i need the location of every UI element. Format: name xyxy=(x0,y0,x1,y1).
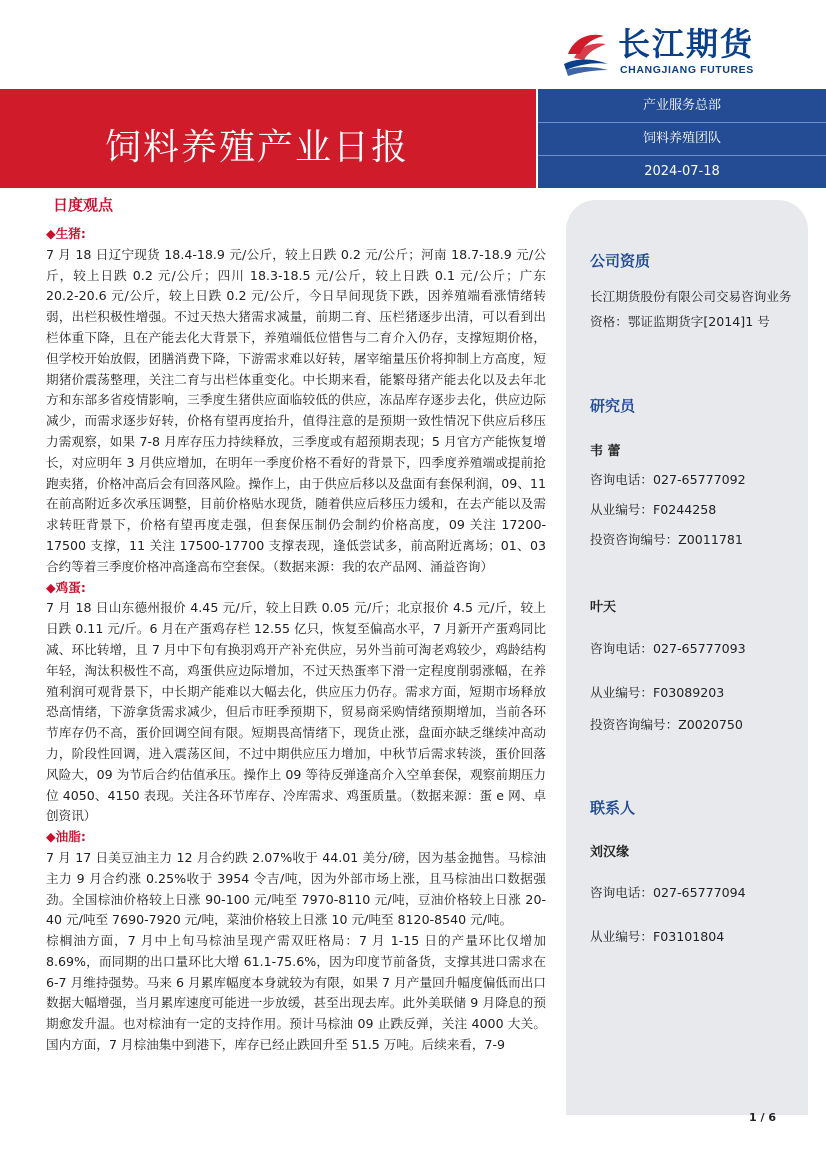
report-date: 2024-07-18 xyxy=(644,164,720,179)
header-band xyxy=(0,89,826,188)
page-number: 1 / 6 xyxy=(749,1111,776,1124)
egg-heading: ◆鸡蛋: xyxy=(46,579,86,595)
team-label: 饲料养殖团队 xyxy=(642,131,721,146)
hog-paragraph: 7 月 18 日辽宁现货 18.4-18.9 元/公斤，较上日跌 0.2 元/公斤；河南 18.7-18.9 元/公斤，较上日跌 0.2 元/公斤；四川 18.3-18.5 元/公斤，较上日跌 0.1 元/公斤；广东 20.2-20.6 元/公斤，较上日跌 0.2 元/公斤，今日早间现货下跌，因养殖端看涨情绪转弱，出栏积极性增强。不过天热大猪需求减量，前期二育、压栏猪逐步出清，可以看到出栏体重下降，且在产能去化大背景下，养殖端低位惜售与二育介入仍存，支撑短期价格，但学校开始放假，团膳消费下降，下游需求难以好转，屠宰缩量压价将抑制上方高度，短期猪价震荡整理，关注二育与出栏体重变化。中长期来看，能繁母猪产能去化以及去年北方和东部多省疫情影响，三季度生猪供应面临较低的供应，冻品库存逐步去化，供应边际减少，而需求逐步好转，价格有望再度抬升，值得注意的是预期一致性情况下供应后移压力需观察，如果 7-8 月库存压力持续释放，三季度或有超预期表现；5 月官方产能恢复增长，对应明年 3 月供应增加，在明年一季度价格不看好的背景下，四季度养殖端或提前抢跑卖猪，价格冲高后会有回落风险。操作上，由于供应后移以及盘面有套保利润，09、11 在前高附近多次承压调整，目前价格贴水现货，随着供应后移压力缓和，在去产能以及需求转旺背景下，价格有望再度走强，但套保压制仍会制约价格高度，09 关注 17200-17500 支撑，11 关注 17500-17700 支撑表现，逢低尝试多，前高附近离场；01、03 合约等着三季度价格冲高逢高布空套保。（数据来源：我的农产品网、涌益咨询） xyxy=(46,246,546,574)
company-qualification-heading: 公司资质 xyxy=(590,252,651,270)
researcher-name: 韦 蕾 xyxy=(590,444,621,459)
header-meta xyxy=(538,89,826,188)
researcher-phone: 咨询电话：027-65777092 xyxy=(590,472,746,487)
department-label: 产业服务总部 xyxy=(642,98,721,113)
researcher-name: 叶天 xyxy=(590,600,617,615)
researcher-phone: 咨询电话：027-65777093 xyxy=(590,641,746,656)
researcher-license: 从业编号：F03089203 xyxy=(590,685,725,700)
palm-oil-paragraph: 棕榈油方面，7 月中上旬马棕油呈现产需双旺格局：7 月 1-15 日的产量环比仅增加 8.69%，而同期的出口量环比大增 61.1-75.6%，因为印度节前备货，支撑其进口需求在 6-7 月维持强势。马来 6 月累库幅度本身就较为有限，如果 7 月产量回升幅度偏低而出口数据大幅增强，当月累库速度可能进一步放缓，甚至出现去库。此外美联储 9 月降息的预期愈发升温。也对棕油有一定的支持作用。预计马棕油 09 止跌反弹，关注 4000 大关。国内方面，7 月棕油集中到港下，库存已经止跌回升至 51.5 万吨。后续来看，7-9 xyxy=(46,933,546,1053)
title-banner xyxy=(0,89,536,188)
oil-paragraph: 7 月 17 日美豆油主力 12 月合约跌 2.07%收于 44.01 美分/磅，因为基金抛售。马棕油主力 9 月合约涨 0.25%收于 3954 令吉/吨，因为外部市场上涨，且马棕油出口数据强劲。全国棕油价格较上日涨 90-100 元/吨至 7970-8110 元/吨，豆油价格较上日涨 20-40 元/吨至 7690-7920 元/吨，菜油价格较上日涨 10 元/吨至 8120-8540 元/吨。 xyxy=(46,849,546,928)
hog-heading: ◆生猪: xyxy=(46,226,86,241)
contact-license: 从业编号：F03101804 xyxy=(590,929,725,944)
egg-paragraph: 7 月 18 日山东德州报价 4.45 元/斤，较上日跌 0.05 元/斤；北京报价 4.5 元/斤，较上日跌 0.11 元/斤。6 月在产蛋鸡存栏 12.55 亿只，恢复至偏高水平，7 月新开产蛋鸡同比减、环比转增，且 7 月中下旬有换羽鸡开产补充供应，另外当前可淘老鸡较少，鸡龄结构年轻，淘汰积极性不高，鸡蛋供应边际增加，不过天热蛋率下滑一定程度削弱涨幅，在养殖利润可观背景下，中长期产能难以大幅去化，供应压力仍存。需求方面，短期市场释放恐高情绪，下游拿货需求减少，但后市旺季预期下，贸易商采购情绪预期增加，当前各环节库存仍不高，蛋价回调空间有限。短期畏高情绪下，现货止涨，盘面亦缺乏继续冲高动力，阶段性回调，进入震荡区间，不过中期供应压力增加，中秋节后需求转淡，蛋价回落风险大，09 为节后合约估值承压。操作上 09 等待反弹逢高介入空单套保，观察前期压力位 4050、4150 表现。关注各环节库存、冷库需求、鸡蛋质量。（数据来源：蛋 e 网、卓创资讯） xyxy=(46,600,546,824)
main-content xyxy=(46,224,546,1056)
company-qualification-text: 长江期货股份有限公司交易咨询业务资格：鄂证监期货字[2014]1 号 xyxy=(590,289,792,329)
report-title: 饲料养殖产业日报 xyxy=(105,127,410,168)
logo-english-name: CHANGJIANG FUTURES xyxy=(620,64,754,76)
contact-heading: 联系人 xyxy=(590,799,636,817)
researcher-heading: 研究员 xyxy=(590,397,636,415)
researcher-advisory: 投资咨询编号：Z0011781 xyxy=(590,532,743,547)
researcher-license: 从业编号：F0244258 xyxy=(590,502,717,517)
oil-heading: ◆油脂: xyxy=(46,829,86,845)
changjiang-logo-icon xyxy=(560,24,612,76)
sidebar xyxy=(566,200,808,1115)
company-logo xyxy=(560,20,800,82)
contact-phone: 咨询电话：027-65777094 xyxy=(590,885,746,900)
logo-chinese-name: 长江期货 xyxy=(618,25,755,63)
section-title: 日度观点 xyxy=(53,196,114,214)
researcher-advisory: 投资咨询编号：Z0020750 xyxy=(590,717,743,732)
contact-name: 刘汉缘 xyxy=(590,845,630,860)
